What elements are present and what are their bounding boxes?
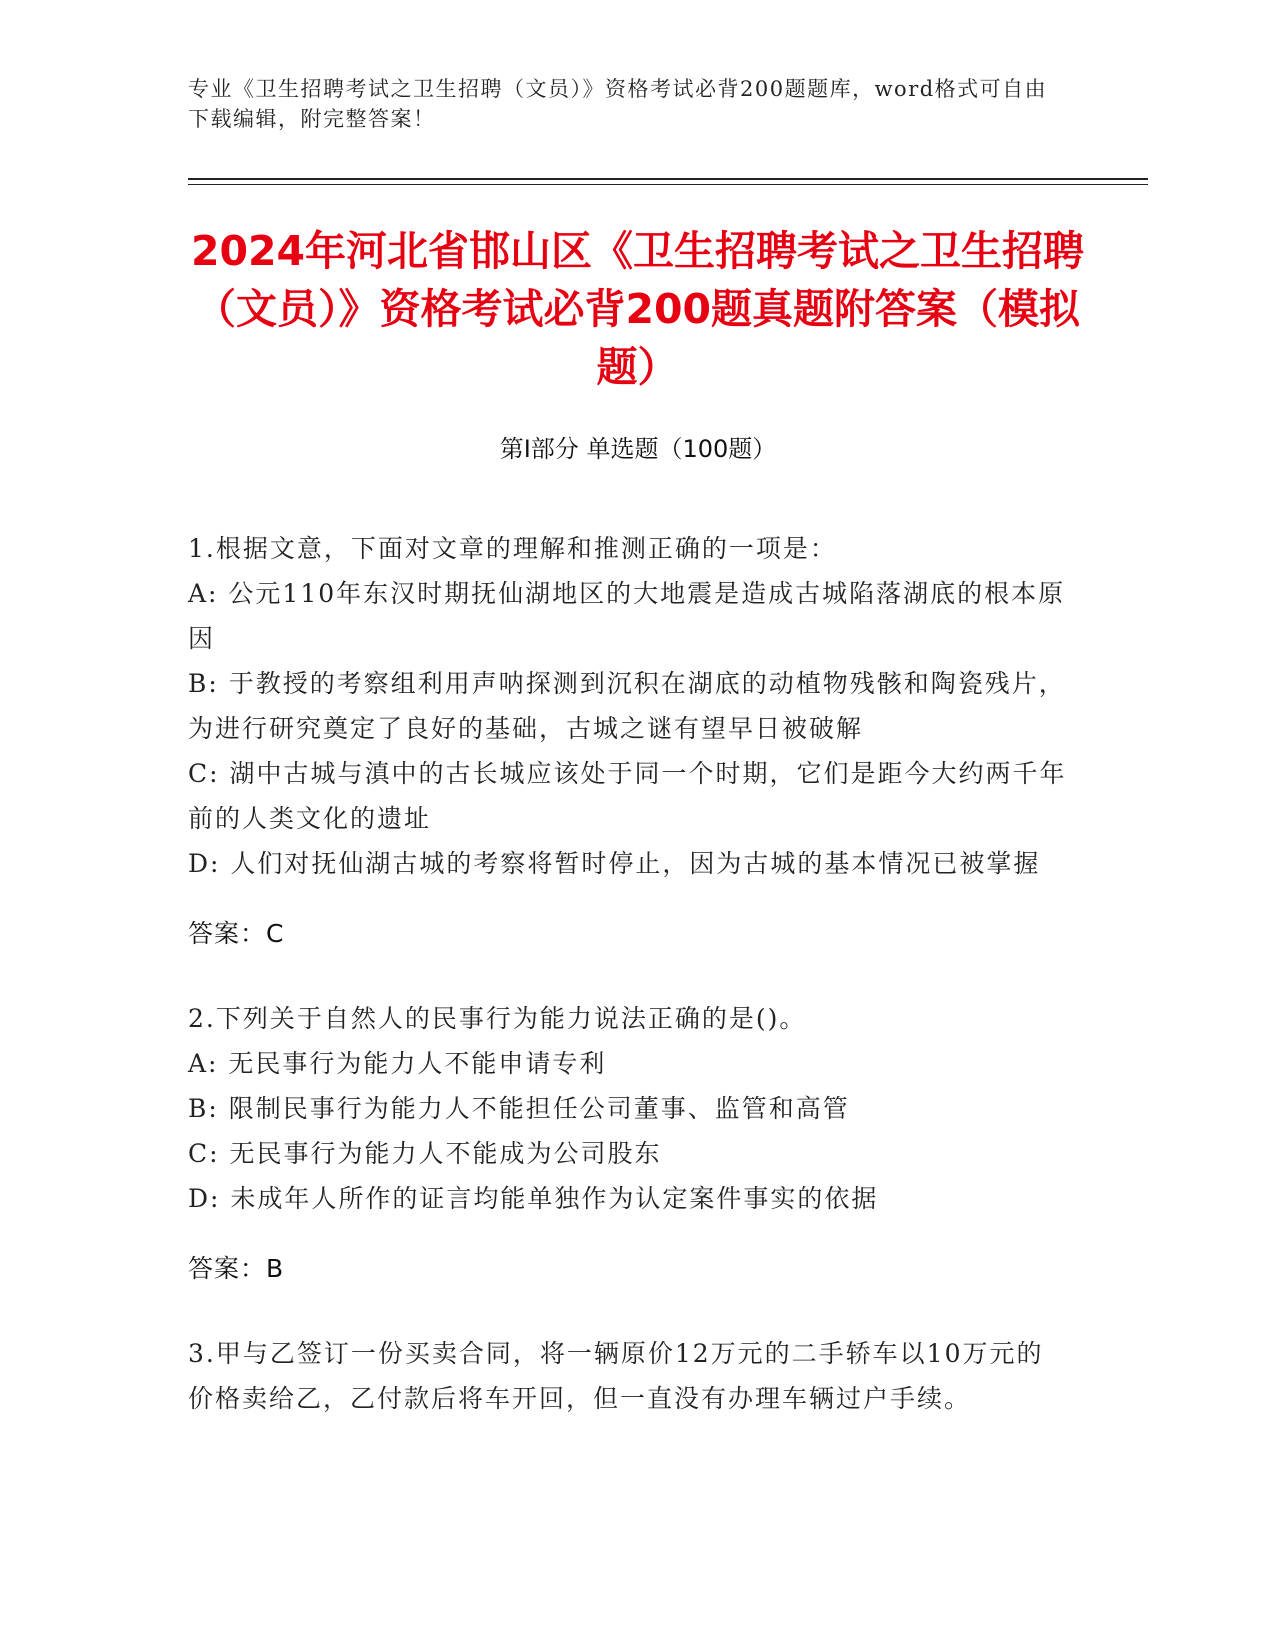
section-heading: 第Ⅰ部分 单选题（100题） bbox=[499, 435, 777, 463]
document-title: 2024年河北省邯山区《卫生招聘考试之卫生招聘（文员）》资格考试必背200题真题附答案（模拟题） bbox=[190, 227, 1085, 391]
question-1 bbox=[188, 526, 1068, 956]
question-3 bbox=[188, 1331, 1068, 1421]
option-b: B: 于教授的考察组利用声呐探测到沉积在湖底的动植物残骸和陶瓷残片，为进行研究奠定了良好的基础，古城之谜有望早日被破解 bbox=[188, 669, 1066, 743]
option-a: A: 公元110年东汉时期抚仙湖地区的大地震是造成古城陷落湖底的根本原因 bbox=[188, 579, 1066, 653]
question-stem: 2.下列关于自然人的民事行为能力说法正确的是()。 bbox=[188, 1004, 807, 1033]
header-note: 专业《卫生招聘考试之卫生招聘（文员）》资格考试必背200题题库，word格式可自由下载编辑，附完整答案！ bbox=[188, 77, 1048, 131]
option-a: A: 无民事行为能力人不能申请专利 bbox=[188, 1049, 607, 1078]
option-b: B: 限制民事行为能力人不能担任公司董事、监管和高管 bbox=[188, 1094, 850, 1123]
answer-label: 答案：B bbox=[188, 1254, 285, 1283]
header-divider-thin bbox=[188, 184, 1148, 185]
option-d: D: 人们对抚仙湖古城的考察将暂时停止，因为古城的基本情况已被掌握 bbox=[188, 849, 1041, 878]
answer-label: 答案：C bbox=[188, 919, 285, 948]
header-divider-thick bbox=[188, 178, 1148, 180]
question-list bbox=[188, 526, 1068, 1461]
question-stem: 3.甲与乙签订一份买卖合同，将一辆原价12万元的二手轿车以10万元的价格卖给乙，乙付款后将车开回，但一直没有办理车辆过户手续。 bbox=[188, 1339, 1044, 1413]
question-stem: 1.根据文意，下面对文章的理解和推测正确的一项是： bbox=[188, 534, 837, 563]
option-c: C: 湖中古城与滇中的古长城应该处于同一个时期，它们是距今大约两千年前的人类文化的遗址 bbox=[188, 759, 1067, 833]
option-d: D: 未成年人所作的证言均能单独作为认定案件事实的依据 bbox=[188, 1184, 879, 1213]
question-2 bbox=[188, 996, 1068, 1291]
option-c: C: 无民事行为能力人不能成为公司股东 bbox=[188, 1139, 662, 1168]
